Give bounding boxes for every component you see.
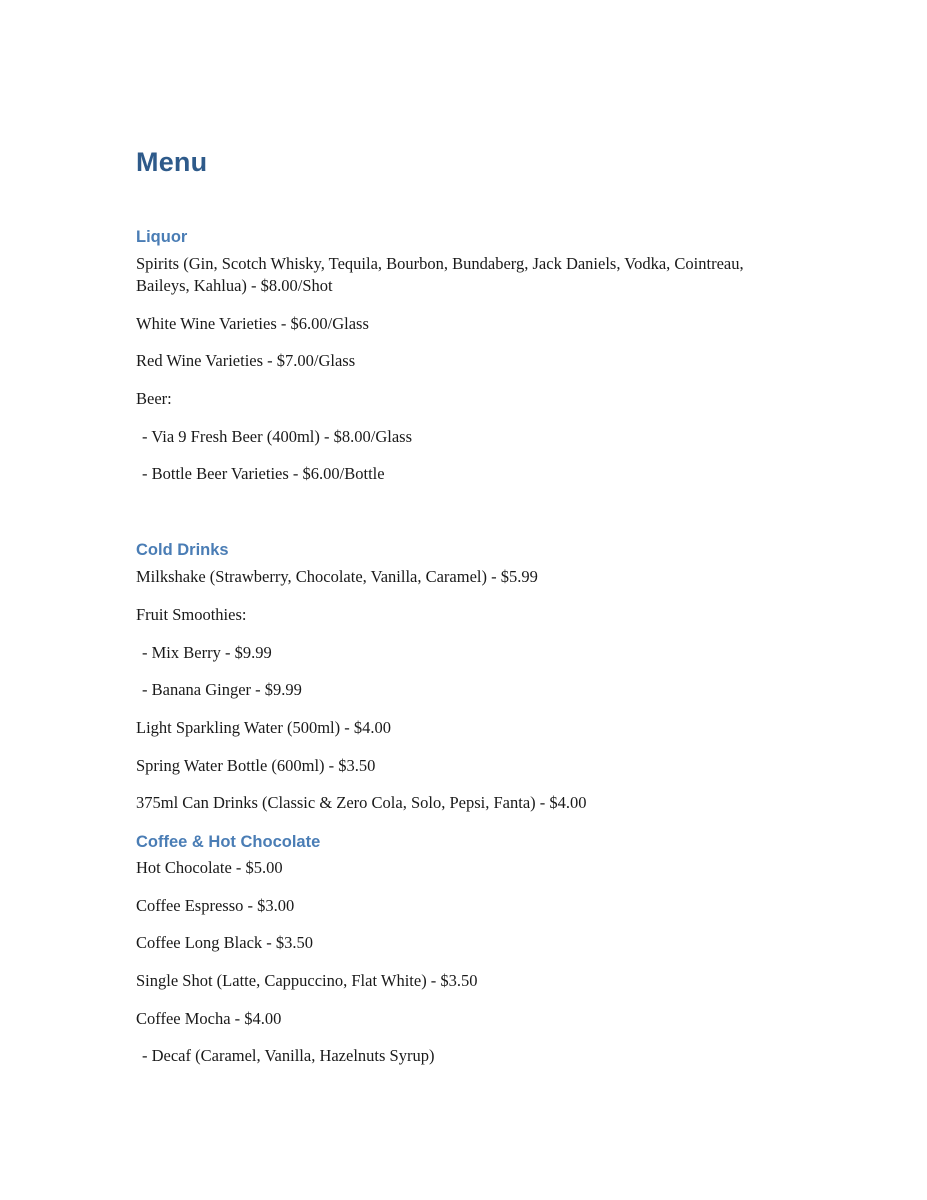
menu-item-decaf: - Decaf (Caramel, Vanilla, Hazelnuts Syrup) bbox=[142, 1046, 435, 1065]
menu-item-mix-berry: - Mix Berry - $9.99 bbox=[142, 643, 272, 662]
menu-item-can-drinks: 375ml Can Drinks (Classic & Zero Cola, Solo, Pepsi, Fanta) - $4.00 bbox=[136, 793, 587, 812]
menu-item-hot-chocolate: Hot Chocolate - $5.00 bbox=[136, 858, 283, 877]
menu-item-spirits-line1: Spirits (Gin, Scotch Whisky, Tequila, Bourbon, Bundaberg, Jack Daniels, Vodka, Cointreau, bbox=[136, 254, 744, 273]
menu-item-milkshake: Milkshake (Strawberry, Chocolate, Vanilla, Caramel) - $5.99 bbox=[136, 567, 538, 586]
menu-item-spirits-line2: Baileys, Kahlua) - $8.00/Shot bbox=[136, 276, 333, 295]
menu-item-single-shot: Single Shot (Latte, Cappuccino, Flat White) - $3.50 bbox=[136, 971, 478, 990]
section-heading-liquor: Liquor bbox=[136, 228, 188, 246]
menu-item-beer: Beer: bbox=[136, 389, 172, 408]
menu-item-fruit-smoothies: Fruit Smoothies: bbox=[136, 605, 247, 624]
menu-item-sparkling-water: Light Sparkling Water (500ml) - $4.00 bbox=[136, 718, 391, 737]
menu-item-banana-ginger: - Banana Ginger - $9.99 bbox=[142, 680, 302, 699]
section-heading-coffee: Coffee & Hot Chocolate bbox=[136, 833, 321, 851]
menu-item-mocha: Coffee Mocha - $4.00 bbox=[136, 1009, 282, 1028]
menu-item-white-wine: White Wine Varieties - $6.00/Glass bbox=[136, 314, 369, 333]
menu-item-spring-water: Spring Water Bottle (600ml) - $3.50 bbox=[136, 756, 376, 775]
menu-item-red-wine: Red Wine Varieties - $7.00/Glass bbox=[136, 351, 356, 370]
page-title: Menu bbox=[136, 147, 208, 177]
menu-item-espresso: Coffee Espresso - $3.00 bbox=[136, 896, 295, 915]
menu-item-bottle-beer: - Bottle Beer Varieties - $6.00/Bottle bbox=[142, 464, 385, 483]
menu-item-fresh-beer: - Via 9 Fresh Beer (400ml) - $8.00/Glass bbox=[142, 427, 412, 446]
menu-item-long-black: Coffee Long Black - $3.50 bbox=[136, 933, 314, 952]
section-heading-cold-drinks: Cold Drinks bbox=[136, 541, 229, 559]
